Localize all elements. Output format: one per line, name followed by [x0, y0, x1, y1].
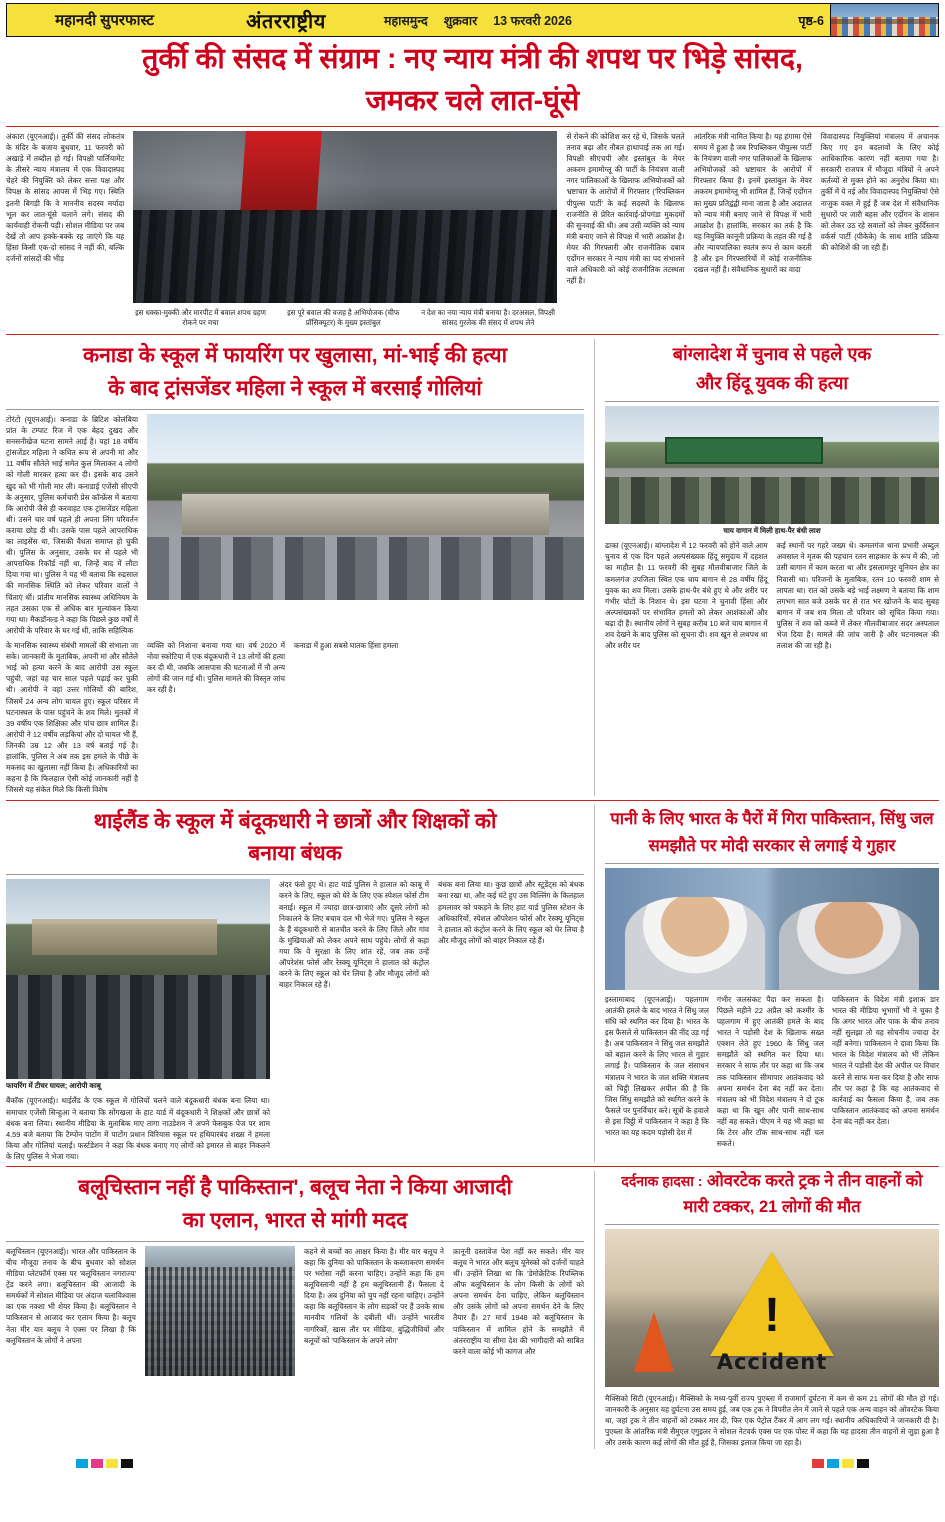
masthead: [6, 3, 939, 37]
color-mark: [857, 1459, 869, 1468]
indus-column-2: गंभीर जलसंकट पैदा कर सकता है। पिछले महीने 22 अप्रैल को कश्मीर के पहलगाम में हुए आतंकी हमले के बाद भारत ने पड़ोसी देश के खिलाफ सख्त एक्शन लेते हुए 1960 के सिंधु जल समझौते को स्थगित कर दिया था। सरकार ने साफ तौर पर कहा था कि जब तक पाकिस्तान सीमापार आतंकवाद को अपना समर्थन देना बंद नहीं कर देता। मंत्रालय को भी विदेश मंत्रालय ने दो टूक कहा था कि खून और पानी साथ-साथ नहीं बह सकते। पीएम ने यह भी कहा था कि टेरर और टॉक साथ-साथ नहीं चल सकते।: [716, 994, 824, 1149]
indus-column-1: इस्लामाबाद (यूएनआई)। पहलगाम आतंकी हमले के बाद भारत ने सिंधु जल संधि को स्थगित कर दिया है। भारत के इस फैसले से पाकिस्तान की नींद उड़ गई है। अब पाकिस्तान ने सिंधु जल समझौते को बहाल करने के लिए भारत से गुहार लगाई है। पाकिस्तान के जल संसाधन मंत्रालय ने भारत के जल शक्ति मंत्रालय को चिट्ठी लिखकर अपील की है कि जिस सिंधु समझौते को स्थगित करने के फैसले पर पुनर्विचार करे। सूत्रों के हवाले से इस चिट्ठी में पाकिस्तान ने कहा है कि भारत का यह कदम पड़ोसी देश में: [605, 994, 709, 1138]
lead-photo: [133, 131, 557, 303]
balochistan-headline-line2: का एलान, भारत से मांगी मदद: [182, 1208, 408, 1232]
bangladesh-column-1: ढाका (यूएनआई)। बांग्लादेश में 12 फरवरी को होने वाले आम चुनाव से एक दिन पहले अल्पसंख्यक हिंदू समुदाय में दहशत का माहौल है। 11 फरवरी की सुबह मौलवीबाजार जिले के कमलगंज उपजिला स्थित एक चाय बागान से 28 वर्षीय हिंदू युवक का शव मिला। उसके हाथ-पैर बंधे हुए थे और शरीर पर गंभीर चोटों के निशान थे। इस घटना ने चुनावी हिंसा और अल्पसंख्यकों पर संभावित हमलों को लेकर आशंकाओं और बढ़ा दी हैं। स्थानीय लोगों ने सुबह करीब 10 बजे चाय बागान में शव देखने के बाद पुलिस को सूचना दी। शव खून से लथपथ था और शरीर पर: [605, 541, 768, 651]
row-balochistan-accident: [6, 1171, 939, 1448]
accident-story: [605, 1171, 939, 1448]
accident-column-1: मैक्सिको सिटी (यूएनआई)। मैक्सिको के मध्य-पूर्वी राज्य पुएब्ला में राजमार्ग दुर्घटना में कम से कम 21 लोगों की मौत हो गई। जानकारी के अनुसार यह दुर्घटना उस समय हुई, जब एक ट्रक ने विपरीत लेन में जाने से पहले एक अन्य वाहन को ओवरटेक किया था, जहां ट्रक ने तीन वाहनों को टक्कर मार दी, फिर एक पेट्रोल टैंकर में आग लग गई। स्थानीय अधिकारियों ने जानकारी दी है। पुएब्ला के आंतरिक मंत्री सैमुएल एगुइलर ने सोशल नेटवर्क एक्स पर एक पोस्ट में कहा कि यह हादसा तीन वाहनों से जुड़ा हुआ है और उसके कारण कई लोगों की मौत हुई है, जिसका इलाज किया जा रहा है।: [605, 1393, 939, 1448]
divider: [605, 1224, 939, 1225]
color-marks-right: [812, 1455, 869, 1474]
color-mark: [106, 1459, 118, 1468]
indus-column-3: पाकिस्तान के विदेश मंत्री इशाक डार भारत की मीडिया भूभागों भी ने चुका है कि अगर भारत और पाक के बीच तनाव नहीं सुलझा तो यह सोचनीय ज्यादा देर नहीं बनेगा। पाकिस्तान ने दावा किया कि भारत के विदेश मंत्रालय को भी लेकिन भारत ने पड़ोसी देश की अपील पर विचार करने से साफ मना कर दिया है और साफ तौर पर कहा है कि यह आतंकवाद से कार्रवाई का फैसला किया है, जब तक पाकिस्तान आतंकवाद को अपना समर्थन देना बंद नहीं कर देता।: [831, 994, 939, 1126]
indus-story: [605, 805, 939, 1162]
thailand-column-3: बंधक बना लिया था। कुछ छात्रों और स्टूडेंट्स को बंधक बना रखा था, और कई घंटे हुए उस विल्लिंग के किलहाल हमलावर को पकड़ने के लिए हाट यार्ड पुलिस स्टेशन के अधिकारियों, स्पेशल ऑपरेशन फोर्स और रेस्क्यू यूनिट्स ने हालात को कंट्रोल करने के लिए स्कूल को घेर लिया है और मौजूद लोगों को बाहर निकाल रहे हैं।: [438, 880, 584, 945]
accident-photo: [605, 1229, 939, 1387]
accident-warning-sign-icon: [708, 1252, 836, 1374]
lead-column-2: से रोकने की कोशिश कर रहे थे, जिसके चलते तनाव बढ़ा और नौबत हाथापाई तक आ गई। विपक्षी सीएचपी और इस्तांबुल के मेयर अकरम इमामोग्लू की पार्टी के नियंत्रण वाली नगर पालिकाओं के खिलाफ अभियोजकों को भ्रष्टाचार के आरोपों में गिरफ्तार ('रिपब्लिकन पीपुल्स पार्टी' के कई सदस्यों के खिलाफ राजनीति से प्रेरित कार्रवाई-प्रोपगंडा मुकदमों की सुनवाई की थी। अब उसी व्यक्ति को न्याय मंत्री बनाए जाने से विपक्ष में भारी आक्रोश है। मेयर की गिरफ्तारी और राजनीतिक दबाव एर्दोगन सरकार ने न्याय मंत्री का पद संभालने वाले अधिकारी को कोई राजनीतिक तटस्थता नहीं है।: [566, 131, 685, 286]
masthead-city: महासमुन्द: [384, 13, 428, 28]
color-mark: [827, 1459, 839, 1468]
masthead-weekday: शुक्रवार: [443, 13, 478, 28]
bangladesh-story: [605, 339, 939, 795]
canada-column-5: [443, 640, 584, 796]
balochistan-photo: [145, 1246, 295, 1376]
masthead-date: 13 फरवरी 2026: [493, 13, 572, 28]
divider: [6, 334, 939, 335]
canada-headline-line2: के बाद ट्रांसजेंडर महिला ने स्कूल में बरसाईं गोलियां: [108, 376, 482, 400]
thailand-photo: [6, 879, 270, 1079]
masthead-photo: [830, 4, 938, 36]
thailand-photo-caption: फायरिंग में टीचर घायल; आरोपी काबू: [6, 1081, 101, 1091]
lead-headline-line1: तुर्की की संसद में संग्राम : नए न्याय मंत्री की शपथ पर भिड़े सांसद,: [142, 43, 803, 75]
canada-column-4: कनाडा में हुआ सबसे घातक हिंसा हमला: [294, 641, 399, 651]
bangladesh-column-2: कई स्थानों पर गहरे जख्म थे। कमलगंज थाना प्रभारी अब्दुल अवसाल ने मृतक की पहचान रतन साहकार के रूप में की, जो उसी बागान में काम करता था और इसलामपुर यूनियन क्षेत्र का निवासी था। परिजनों के मुताबिक, रतन 10 फरवरी शाम से लापता था। रात को उसके बड़े भाई लक्ष्मण ने बताया कि शाम लगभग सात बजे उसके घर से रात भर खोजने के बाद सुबह बागान में जब शव मिला तो परिवार को सूचित किया गया। पुलिस ने शव को कब्जे में लेकर मौलवीबाजार सदर अस्पताल भेज दिया है। मामले की जांच जारी है और घटनास्थल की तलाश की जा रही है।: [776, 541, 939, 651]
newspaper-page: [0, 3, 945, 1522]
canada-photo: [147, 414, 584, 600]
masthead-page-number: पृष्ठ-6: [798, 13, 824, 28]
color-mark: [842, 1459, 854, 1468]
canada-story: [6, 339, 584, 795]
divider: [6, 1166, 939, 1167]
thailand-story: [6, 805, 584, 1162]
color-mark: [91, 1459, 103, 1468]
divider: [6, 1241, 584, 1242]
accident-sign-text: Accident: [716, 1349, 828, 1374]
lead-column-3: आंतरिक मंत्री नामित किया है। यह हंगामा ऐसे समय में हुआ है जब रिपब्लिकन पीपुल्स पार्टी के नियंत्रण वाली नगर पालिकाओं के खिलाफ अभियोजकों को भ्रष्टाचार के आरोपों में गिरफ्तार किया है। इनमें इस्तांबुल के मेयर अकरम इमामोग्लू भी शामिल हैं, जिन्हें एर्दोगन का मुख्य प्रतिद्वंद्वी माना जाता है और अदालत को न्याय मंत्री बनाए जाने से विपक्ष में भारी आक्रोश है। हालांकि, सरकार का तर्क है कि यह नियुक्ति कानूनी प्रक्रिया के तहत की गई है और न्यायपालिका स्वतंत्र रूप से काम करती है और इन गिरफ्तारियों में कोई राजनीतिक दखल नहीं है। संवैधानिक सुधारों का वादा: [693, 131, 812, 275]
accident-headline-line2: मारी टक्कर, 21 लोगों की मौत: [683, 1197, 861, 1216]
indus-headline-line1: पानी के लिए भारत के पैरों में गिरा पाकिस्तान, सिंधु जल: [610, 809, 934, 828]
column-divider: [594, 339, 595, 795]
divider: [6, 874, 584, 875]
lead-story: [6, 41, 939, 328]
canada-headline-line1: कनाडा के स्कूल में फायरिंग पर खुलासा, मां-भाई की हत्या: [82, 344, 508, 368]
lead-headline-line2: जमकर चले लात-घूंसे: [365, 85, 580, 118]
balochistan-column-3: क़ानूनी दस्तावेज पेश नहीं कर सकते। मीर यार बलूच ने भारत और बलूच यूनेस्को को दर्जनों चाहते थीं। उन्होंने लिखा था कि 'डेमोक्रेटिक रिपब्लिक ऑफ बलूचिस्तान के लोग किसी के लोगों को अपना समर्थन देना चाहिए, लेकिन बलूचिस्तान और उसके लोगों को अपना समर्थन देने के लिए तैयार हैं। 27 मार्च 1948 को बलूचिस्तान के पाकिस्तान में शामिल होने के समझौते में अंतरराष्ट्रीय या सीमा देश की भागीदारी को साबित करने वाला कोई भी कागज और: [453, 1246, 584, 1356]
lead-column-4: विवादास्पद नियुक्तियां मंत्रालय में अचानक किए गए इन बदलावों के लिए कोई आधिकारिक कारण नहीं बताया गया है। सरकारी राजपत्र में मौजूदा मंत्रियों ने अपने कर्तव्यों से मुक्त होने का अनुरोध किया था। तुर्की में ये नई और विवादास्पद नियुक्तियां ऐसे नाजुक वक्त में हुई हैं जब देश में संवैधानिक सुधारों पर जारी बहस और एर्दोगन के शासन को लेकर उठ रहे सवालों को लेकर कुर्दिस्तान वर्कर्स पार्टी (पीकेके) के साथ शांति प्रक्रिया की कोशिशें की जा रही हैं।: [820, 131, 939, 253]
accident-tag: दर्दनाक हादसा :: [621, 1173, 703, 1190]
lead-caption-right: न देश का नया न्याय मंत्री बनाया है। दरअसल, विपक्षी सांसद गुरलेक की संसद में शपथ लेने: [421, 307, 556, 328]
divider: [6, 800, 939, 801]
canada-column-1: टोरंटो (यूएनआई)। कनाडा के ब्रिटिश कोलंबिया प्रांत के टम्पाट रिज में एक बेहद दुखद और सनसनीखेज घटना सामने आई है। यहां 18 वर्षीय ट्रांसजेंडर महिला ने कथित रूप से अपनी मां और 11 वर्षीय सौतेले भाई समेत कुल मिलाकर 4 लोगों को गोली मारकर हत्या कर दी। इसके बाद उसने खुद को भी गोली मार ली। कनाडाई एजेंसी सीएपी के अनुसार, पुलिस कर्मचारी प्रेस कॉन्फ्रेंस में बताया कि आरोपी जैसे ही करवाहट एक ट्रांसजेंडर महिला थी। उसने चार वर्ष पहले ही अपना लिंग परिवर्तन कराया छोड़ दी थी। उसके पास पहले आपराधिक का लाइसेंस था, जिसकी वैधता समाप्त हो चुकी थी। पुलिस के अनुसार, उसके घर से पहले भी आपराधिक रिकॉर्ड नहीं था, जिन्हें बाद में लौटा दिया गया था। पुलिस ने यह भी बताया कि रुद्रसाल की मानसिक स्थिति को लेकर परिवार वालों ने चिंताएं थीं। प्रांतीय मानसिक स्वास्थ्य अधिनियम के तहत उसका एक से अधिक बार मूल्यांकन किया गया था। मैकडॉनल्ड ने कहा कि पिछले कुछ वर्षों में आरोपी के परिवार के घर गई थी, ताकि सहित्यिक: [6, 414, 138, 635]
bangladesh-photo: [605, 406, 939, 524]
masthead-section-title: अंतरराष्ट्रीय: [246, 10, 326, 33]
color-marks-left: [76, 1455, 133, 1474]
divider: [605, 863, 939, 864]
balochistan-headline-line1: बलूचिस्तान नहीं है पाकिस्तान', बलूच नेता ने किया आजादी: [78, 1176, 512, 1200]
lead-caption-left: इस धक्का-मुक्की और मारपीट में बवाल शपथ ग्रहण रोकने पर मचा: [135, 307, 266, 328]
row-thailand-indus: [6, 805, 939, 1162]
lead-caption-center: इस पूरे बवाल की वजह है अभियोजक (चीफ प्रॉसिक्यूटर) के मुख्य इस्तांबुल: [287, 307, 400, 328]
masthead-left-title: महानदी सुपरफास्ट: [55, 12, 154, 29]
indus-headline-line2: समझौते पर मोदी सरकार से लगाई ये गुहार: [648, 836, 896, 855]
color-mark: [812, 1459, 824, 1468]
divider: [6, 126, 939, 127]
footer-registration-marks: [6, 1449, 939, 1482]
canada-column-3: व्यक्ति को निशाना बनाया गया था। वर्ष 2020 में नोवा स्कोटिया में एक बंदूकधारी ने 13 लोगों की हत्या कर दी थी, जबकि आसपास की घटनाओं में नौ अन्य लोगों की जान गई थी। पुलिस मामले की विस्तृत जांच कर रही है।: [147, 641, 285, 695]
bangladesh-headline-line2: और हिंदू युवक की हत्या: [695, 373, 849, 394]
warning-triangle-icon: [710, 1252, 834, 1356]
masthead-meta: [370, 4, 760, 36]
thailand-column-2: अंदर फंसे हुए थे। हाट यार्ड पुलिस ने हालात को काबू में करने के लिए, स्कूल को घेरे के लिए एक स्पेशल फोर्स टीम बनाई। स्कूल में ज्यादा छात्र-छात्राएं और दूसरे लोगों को निकालने के लिए बचाव दल भी भेजे गए। पुलिस ने स्कूल के हैं बंदूकधारी से बातचीत करने के लिए जिले और गांव के मुखियाओं को लेकर अपने साथ पहुंचे। लोगों से कहा गया कि वे सुरक्षा के लिए शांत रहें, जब तक उन्हें ऑपरेशंस फोर्स और रेस्क्यू यूनिट्स ने हालात को कंट्रोल करने के लिए स्कूल को घेर लिया है और मौजूद लोगों को बाहर निकाल रहे हैं।: [279, 880, 429, 990]
bangladesh-photo-caption: चाय वागान में मिली हाथ-पैर बंधी लाश: [723, 526, 821, 536]
thailand-headline-line2: बनाया बंधक: [248, 842, 342, 866]
color-mark: [121, 1459, 133, 1468]
thailand-headline-line1: थाईलैंड के स्कूल में बंदूकधारी ने छात्रों और शिक्षकों को: [93, 809, 497, 833]
column-divider: [594, 805, 595, 1162]
balochistan-column-2: कहने से बच्चों का आक्षर किया है। मीर यार बलूच ने कहा कि दुनिया को पाकिस्तान के कब्जाकरण समर्थन पर भरोसा नहीं करना चाहिए। उन्होंने कहा कि हम बलूचिस्तानी नहीं हैं हम बलूचिस्तानी हैं। फैसला दे दिया है। अब दुनिया को चुप नहीं रहना चाहिए। उन्होंने कहा कि बलूचिस्तान के लोग सड़कों पर हैं उनके साथ मानवीय गलियों के दबीली थीं। उन्होंने भारतीय नागरिकों, खास तौर पर मीडिया, बुद्धिजीवियों और बलूचों को 'पाकिस्तान के अपने लोग': [304, 1246, 444, 1345]
row-canada-bangladesh: [6, 339, 939, 795]
traffic-cone-icon: [634, 1312, 674, 1372]
divider: [6, 409, 584, 410]
accident-headline-line1: ओवरटेक करते ट्रक ने तीन वाहनों को: [706, 1172, 923, 1191]
thailand-column-1: बैंकॉक (यूएनआई)। थाईलैंड के एक स्कूल में गोलियों चलने वाले बंदूकधारी बंधक बना लिया था। समाचार एजेंसी सिन्हुआ ने बताया कि सोंगखला के हाट यार्ड में बंदूकधारी ने शिक्षकों और छात्रों को बंधक बना लिया। स्थानीय मीडिया के मुताबिक माए तागा नाउडेशन ने अपने फेसबुक पेज पर शाम 4.59 बजे बताया कि टैम्पोन पाटोंग में पाटोंग प्रधान विरियास स्कूल पर हथियारबंद शख्स ने हमला किया और गोलियां चलाईं। फर्स्टडेशन ने कहा कि बंधक बनाए गए लोगों को इमारत से बाहर निकलने के लिए पुलिस ने भेजा गया।: [6, 1096, 270, 1161]
indus-photo: [605, 868, 939, 990]
column-divider: [594, 1171, 595, 1448]
lead-column-1: अंकारा (यूएनआई)। तुर्की की संसद लोकतंत्र के मंदिर के बजाय बुधवार, 11 फरवरी को अखाड़े में तब्दील हो गई। विपक्षी पार्लियामेंट के तीसरे न्याय मंत्रालय में एक विवादास्पद चेहरे की नियुक्ति को लेकर सत्ता पक्ष और विपक्ष के सांसद आपस में भिड़ गए। स्थिति इतनी बिगड़ी कि वे माननीय सदस्य मर्यादा भूल कर लात-घूंसे चलाने लगे। संसद की कार्यवाही रोकनी पड़ी। सोशल मीडिया पर जब देखें तो आप हक्के-बक्के रह जाएंगे कि यह हिंसा किसी एक-दो सांसद ने नहीं की, बल्कि दर्जनों सांसदों की भीड़: [6, 131, 125, 264]
balochistan-column-1: बलूचिस्तान (यूएनआई)। भारत और पाकिस्तान के बीच मौजूदा तनाव के बीच बुधवार को सोशल मीडिया प्लेटफॉर्म एक्स पर 'बलूचिस्तान नगराज्य' ट्रेंड करने लगा। बलूचिस्तान की आजादी के समर्थकों में सोशल मीडिया पर अंदाज चलाविश्वास का एक नक्शा भी शेयर किया है। बलूचिस्तान ने पाकिस्तान से आजाद कर एलान किया है। बलूच नेता मीर यार बलूच ने एक्स पर लिखा है कि बलूचिस्तान के लोगों ने अपना: [6, 1246, 136, 1345]
divider: [605, 401, 939, 402]
bangladesh-headline-line1: बांग्लादेश में चुनाव से पहले एक: [672, 344, 872, 365]
balochistan-story: [6, 1171, 584, 1448]
color-mark: [76, 1459, 88, 1468]
canada-column-2: के मानसिक स्वास्थ्य संबंधी मामलों की संभाला जा सके। जानकारी के मुताबिक, अपनी मां और सौतेले भाई को हत्या करने के बाद आरोपी उस स्कूल पहुंची, जहां वह चार साल पहले पढ़ाई कर चुकी थी। आरोपी ने वहां उत्तर गोलियों की बारिश, जिसमें 24 अन्य लोग घायल हुए। स्कूल परिसर में घटनास्थल के पास पहुंचने के शव मिले। मुतकों में 39 वर्षीय एक शिक्षिका और पांच छात्र शामिल हैं। आरोपी ने 12 वर्षीय लड़कियां और दो घायल भी हैं, जिनकी उम्र 12 और 13 वर्ष बताई गई है। हालांकि, पुलिस ने अब तक इस हमले के पीछे के मकसद का खुलासा नहीं किया है। अधिकारियों का कहना है कि फिलहाल ऐसी कोई जानकारी नहीं है जिससे यह संकेत मिले कि किसी विशेष: [6, 641, 138, 795]
